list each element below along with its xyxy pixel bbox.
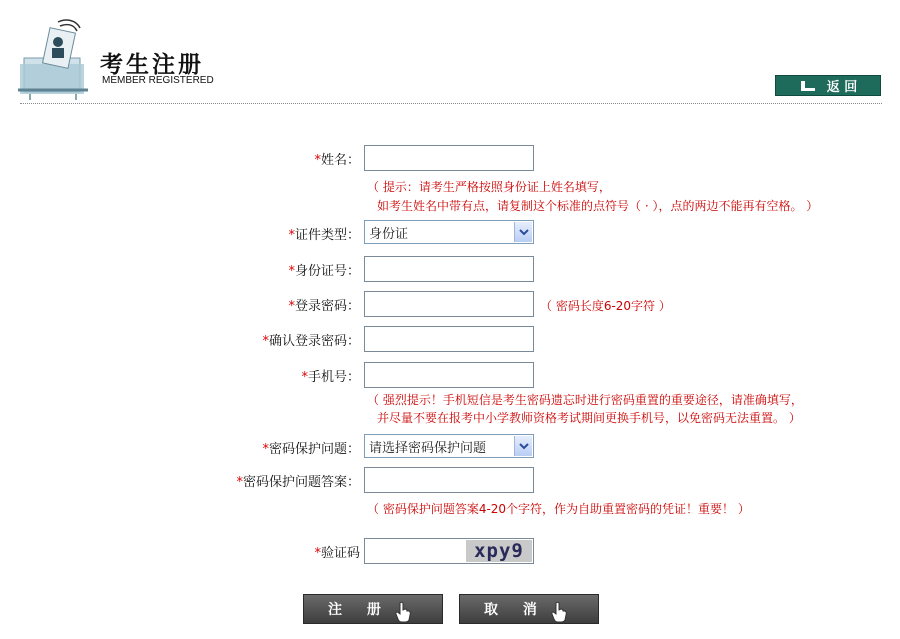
- name-hint-line1: （ 提示：请考生严格按照身份证上姓名填写，: [367, 180, 611, 194]
- security-question-label: *密码保护问题：: [262, 442, 360, 457]
- phone-input[interactable]: [364, 362, 534, 388]
- back-arrow-icon: [799, 79, 817, 93]
- security-question-row: [0, 434, 900, 460]
- id-number-input[interactable]: [364, 256, 534, 282]
- page-header: [0, 0, 900, 106]
- security-answer-row: [0, 467, 900, 493]
- id-type-label: *证件类型：: [288, 228, 360, 243]
- phone-label: *手机号：: [301, 370, 360, 385]
- name-input[interactable]: [364, 145, 534, 171]
- back-button[interactable]: [775, 75, 881, 96]
- id-number-row: [0, 256, 900, 282]
- page-title: 考生注册: [100, 52, 204, 78]
- id-type-selected: 身份证: [369, 226, 409, 242]
- hand-pointer-icon: [394, 601, 412, 623]
- security-answer-input[interactable]: [364, 467, 534, 493]
- security-question-select[interactable]: [364, 434, 534, 458]
- page-subtitle: MEMBER REGISTERED: [102, 75, 214, 86]
- back-button-label: 返 回: [826, 80, 858, 95]
- password-input[interactable]: [364, 291, 534, 317]
- security-answer-label: *密码保护问题答案：: [236, 475, 360, 490]
- register-button-label: 注 册: [328, 602, 391, 618]
- chevron-down-icon[interactable]: [514, 222, 532, 242]
- confirm-password-input[interactable]: [364, 326, 534, 352]
- register-button[interactable]: [303, 594, 443, 624]
- confirm-password-label: *确认登录密码：: [262, 334, 360, 349]
- phone-row: [0, 362, 900, 388]
- cancel-button[interactable]: [459, 594, 599, 624]
- id-type-row: [0, 220, 900, 246]
- password-hint: （ 密码长度6-20字符 ）: [540, 299, 671, 313]
- name-row: [0, 145, 900, 171]
- captcha-label: *验证码: [314, 546, 360, 561]
- captcha-image[interactable]: xpy9: [466, 540, 532, 562]
- header-divider: [20, 103, 882, 104]
- captcha-row: [0, 538, 900, 564]
- security-question-selected: 请选择密码保护问题: [369, 440, 487, 456]
- id-type-select[interactable]: [364, 220, 534, 244]
- id-card-badge-icon: [16, 18, 90, 100]
- chevron-down-icon[interactable]: [514, 436, 532, 456]
- name-label: *姓名：: [314, 153, 360, 168]
- security-answer-hint: （ 密码保护问题答案4-20个字符，作为自助重置密码的凭证！重要！ ）: [367, 502, 750, 516]
- password-row: [0, 291, 900, 317]
- confirm-password-row: [0, 326, 900, 352]
- password-label: *登录密码：: [288, 299, 360, 314]
- id-number-label: *身份证号：: [288, 264, 360, 279]
- hand-pointer-icon: [550, 601, 568, 623]
- cancel-button-label: 取 消: [484, 602, 547, 618]
- phone-hint-line2: 并尽量不要在报考中小学教师资格考试期间更换手机号，以免密码无法重置。 ）: [377, 411, 801, 425]
- phone-hint-line1: （ 强烈提示！手机短信是考生密码遗忘时进行密码重置的重要途径，请准确填写，: [367, 393, 803, 407]
- name-hint-line2: 如考生姓名中带有点，请复制这个标准的点符号（ · ），点的两边不能再有空格。 ）: [377, 199, 819, 213]
